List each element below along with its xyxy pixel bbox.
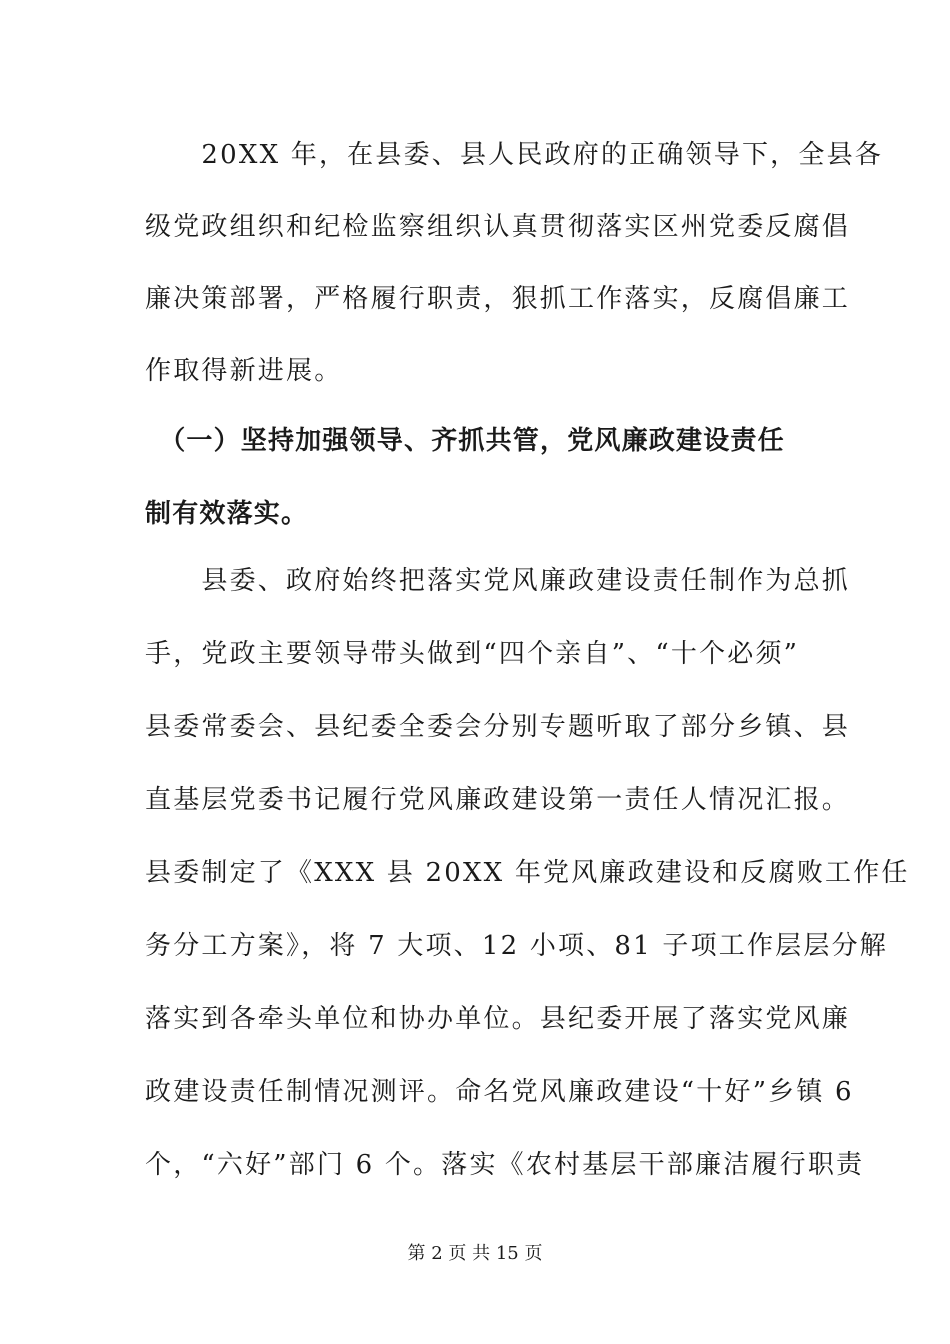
paragraph-line: 个，“六好”部门 6 个。落实《农村基层干部廉洁履行职责 xyxy=(145,1150,865,1180)
paragraph-line: 20XX 年，在县委、县人民政府的正确领导下，全县各 xyxy=(145,140,883,170)
paragraph-line: 县委制定了《XXX 县 20XX 年党风廉政建设和反腐败工作任 xyxy=(145,858,910,888)
paragraph-line: 落实到各牵头单位和协办单位。县纪委开展了落实党风廉 xyxy=(145,1004,851,1034)
paragraph-line: 直基层党委书记履行党风廉政建设第一责任人情况汇报。 xyxy=(145,785,851,815)
paragraph-line: 政建设责任制情况测评。命名党风廉政建设“十好”乡镇 6 xyxy=(145,1077,854,1107)
section-heading-line: （一）坚持加强领导、齐抓共管，党风廉政建设责任 xyxy=(145,426,785,456)
page-number-footer: 第 2 页 共 15 页 xyxy=(407,1243,543,1264)
paragraph-line: 作取得新进展。 xyxy=(145,356,343,386)
paragraph-line: 廉决策部署，严格履行职责，狠抓工作落实，反腐倡廉工 xyxy=(145,284,851,314)
paragraph-line: 级党政组织和纪检监察组织认真贯彻落实区州党委反腐倡 xyxy=(145,212,851,242)
paragraph-line: 手，党政主要领导带头做到“四个亲自”、“十个必须” xyxy=(145,639,800,669)
paragraph-line: 县委常委会、县纪委全委会分别专题听取了部分乡镇、县 xyxy=(145,712,851,742)
section-heading-line: 制有效落实。 xyxy=(145,499,309,529)
paragraph-line: 务分工方案》，将 7 大项、12 小项、81 子项工作层层分解 xyxy=(145,931,888,961)
paragraph-line: 县委、政府始终把落实党风廉政建设责任制作为总抓 xyxy=(145,566,851,596)
